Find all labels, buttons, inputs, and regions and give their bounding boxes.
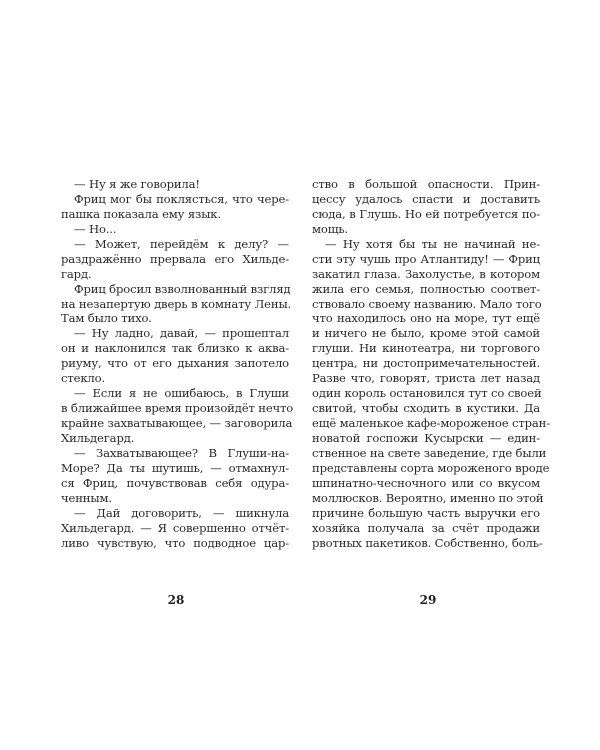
- text-line: новатой госпожи Кусырски — един-: [312, 430, 540, 445]
- text-line: и ничего не было, кроме этой самой: [312, 326, 540, 341]
- text-line: Хильдегард.: [61, 430, 135, 445]
- text-line: крайне захватывающее, — заговорила: [61, 416, 293, 430]
- text-line: Фриц мог бы поклясться, что чере-: [74, 191, 289, 206]
- text-line: представлены сорта мороженого вроде: [312, 460, 550, 475]
- text-line: Фриц бросил взволнованный взгляд: [74, 281, 291, 296]
- text-line: моллюсков. Вероятно, именно по этой: [312, 490, 544, 505]
- text-line: что находилось оно на море, тут ещё: [312, 311, 540, 326]
- text-line: — Если я не ошибаюсь, в Глуши: [74, 386, 289, 401]
- text-line: закатил глаза. Захолустье, в котором: [312, 266, 540, 281]
- text-line: — Ну я же говорила!: [74, 177, 200, 191]
- text-line: один король остановился тут со своей: [312, 386, 542, 401]
- text-line: Хильдегард. — Я совершенно отчёт-: [61, 520, 289, 535]
- text-line: в ближайшее время произойдёт нечто: [61, 401, 294, 416]
- text-line: стекло.: [61, 371, 105, 386]
- text-line: — Ну хотя бы ты не начинай не-: [325, 236, 540, 251]
- text-line: ственное на свете заведение, где были: [312, 445, 547, 460]
- text-line: ченным.: [61, 490, 112, 505]
- left-page-text: [61, 177, 294, 550]
- text-line: пашка показала ему язык.: [61, 206, 221, 221]
- text-line: гард.: [61, 266, 92, 281]
- text-line: причине большую часть выручки его: [312, 505, 540, 520]
- text-line: — Дай договорить, — шикнула: [74, 505, 289, 520]
- text-line: Море? Да ты шутишь, — отмахнул-: [61, 460, 289, 475]
- text-line: свитой, чтобы сходить в кустики. Да: [312, 401, 540, 416]
- right-page-text: [312, 177, 550, 550]
- text-line: ся Фриц, почувствовав себя одура-: [61, 475, 289, 490]
- text-line: рвотных пакетиков. Собственно, боль-: [312, 535, 543, 550]
- text-line: ство в большой опасности. Прин-: [312, 177, 540, 191]
- text-line: сти эту чушь про Атлантиду! — Фриц: [312, 251, 540, 266]
- text-line: на незапертую дверь в комнату Лены.: [61, 296, 292, 311]
- text-line: хозяйка получала за счёт продажи: [312, 520, 540, 535]
- text-line: Там было тихо.: [61, 311, 152, 326]
- page-number-left: 28: [167, 593, 185, 607]
- text-line: сюда, в Глушь. Но ей потребуется по-: [312, 206, 540, 221]
- text-line: он и наклонился так близко к аква-: [61, 341, 289, 356]
- text-line: Разве что, говорят, триста лет назад: [312, 371, 540, 386]
- text-line: — Но...: [74, 221, 117, 236]
- page-number-right: 29: [419, 593, 437, 607]
- text-line: жила его семья, полностью соответ-: [312, 281, 540, 296]
- text-line: ствовало своему названию. Мало того: [312, 296, 542, 311]
- text-line: цессу удалось спасти и доставить: [312, 191, 540, 206]
- text-line: — Захватывающее? В Глуши-на-: [74, 445, 289, 460]
- text-line: шпинатно-чесночного или со вкусом: [312, 475, 540, 490]
- text-line: — Ну ладно, давай, — прошептал: [74, 326, 289, 341]
- text-line: риуму, что от его дыхания запотело: [61, 356, 289, 371]
- text-line: — Может, перейдём к делу? —: [74, 236, 289, 251]
- text-line: центра, ни достопримечательностей.: [312, 356, 540, 371]
- text-line: ещё маленькое кафе-мороженое стран-: [312, 416, 550, 430]
- text-line: раздражённо прервала его Хильде-: [61, 251, 289, 266]
- text-line: мощь.: [312, 221, 349, 236]
- text-line: глуши. Ни кинотеатра, ни торгового: [312, 341, 540, 356]
- text-line: ливо чувствую, что подводное цар-: [61, 535, 289, 550]
